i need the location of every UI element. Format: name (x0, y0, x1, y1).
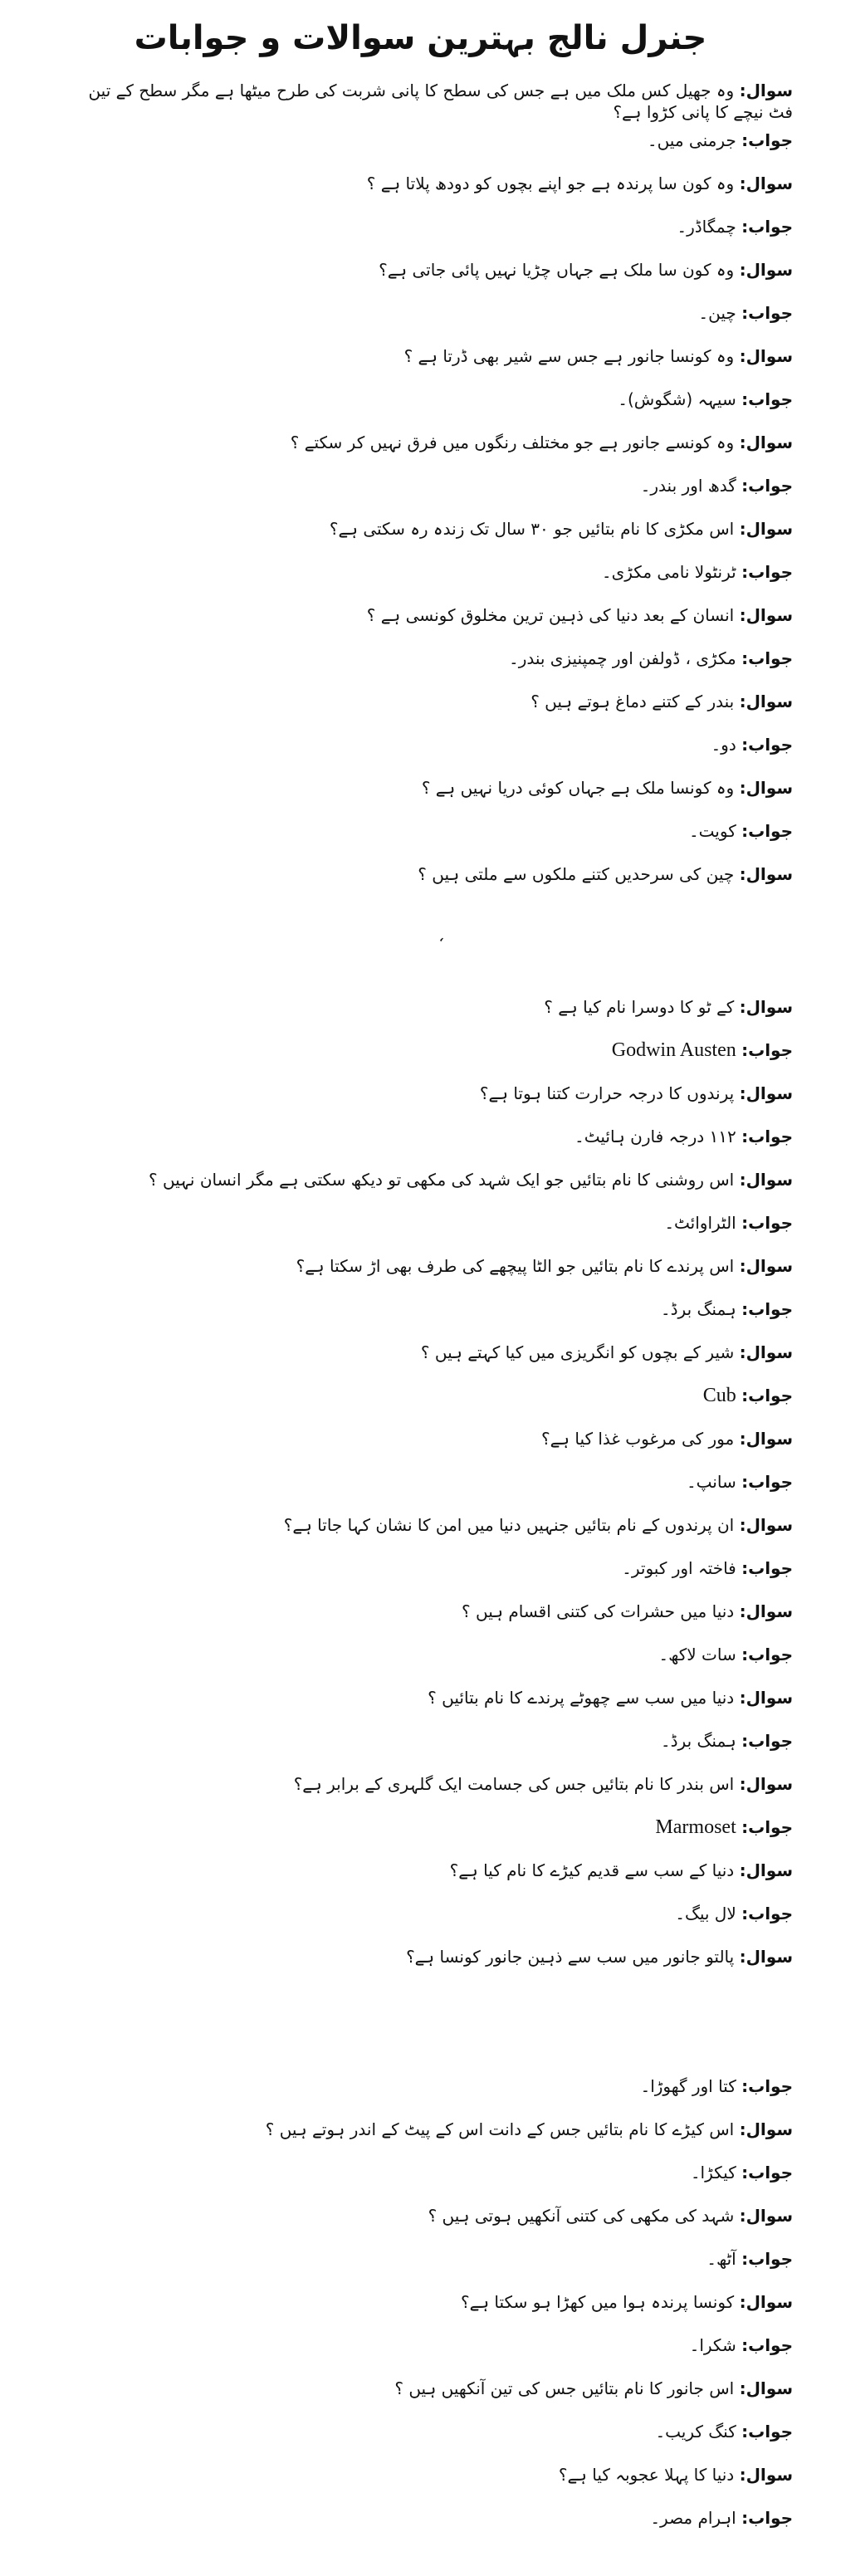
question-label: سوال: (739, 1342, 793, 1362)
question-text: دنیا میں حشرات کی کتنی اقسام ہیں ؟ (462, 1601, 735, 1621)
question-text: وہ کون سا پرندہ ہے جو اپنے بچوں کو دودھ پلاتا ہے ؟ (366, 174, 735, 193)
answer-text: شکرا۔ (689, 2335, 736, 2355)
question-line (62, 1428, 793, 1471)
answer-label: جواب: (741, 821, 793, 841)
question-line (62, 691, 793, 734)
question-text: وہ جھیل کس ملک میں ہے جس کی سطح کا پانی شربت کی طرح میٹھا ہے مگر سطح کے تین فٹ نیچے کا پانی کڑوا ہے؟ (88, 81, 793, 122)
answer-line (62, 1557, 793, 1601)
answer-line (62, 389, 793, 432)
answer-text: سیہہ (شگوش)۔ (618, 389, 736, 409)
answer-label: جواب: (741, 2508, 793, 2528)
question-line (62, 1860, 793, 1903)
answer-text: گدھ اور بندر۔ (640, 476, 736, 496)
question-text: شہد کی مکھی کی کتنی آنکھیں ہوتی ہیں ؟ (428, 2206, 735, 2226)
question-text: دنیا کے سب سے قدیم کیڑے کا نام کیا ہے؟ (449, 1860, 735, 1880)
answer-label: جواب: (741, 303, 793, 323)
question-label: سوال: (739, 1774, 793, 1794)
question-text: کے ٹو کا دوسرا نام کیا ہے ؟ (544, 997, 735, 1017)
question-line (62, 345, 793, 389)
question-label: سوال: (739, 1083, 793, 1103)
answer-line (62, 2075, 793, 2119)
question-line (62, 80, 793, 130)
answer-label: جواب: (741, 1386, 793, 1405)
question-label: سوال: (739, 1256, 793, 1276)
question-text: اس کیڑے کا نام بتائیں جس کے دانت اس کے پیٹ کے اندر ہوتے ہیں ؟ (265, 2119, 735, 2139)
question-label: سوال: (739, 519, 793, 539)
answer-label: جواب: (741, 1558, 793, 1578)
answer-line (62, 1298, 793, 1342)
answer-label: جواب: (741, 1472, 793, 1492)
question-text: پالتو جانور میں سب سے ذہین جانور کونسا ہے؟ (406, 1947, 735, 1967)
question-label: سوال: (739, 1601, 793, 1621)
answer-text: Godwin Austen (611, 1039, 736, 1061)
answer-line (62, 475, 793, 518)
question-text: پرندوں کا درجہ حرارت کتنا ہوتا ہے؟ (479, 1083, 735, 1103)
answer-text: ۱۱۲ درجہ فارن ہائیٹ۔ (575, 1127, 736, 1146)
answer-line (62, 2162, 793, 2205)
page-title: جنرل نالج بہترین سوالات و جوابات (134, 19, 707, 57)
answer-line (62, 561, 793, 604)
answer-line (62, 648, 793, 691)
answer-text: کتا اور گھوڑا۔ (640, 2076, 736, 2096)
question-line (62, 1514, 793, 1557)
answer-label: جواب: (741, 562, 793, 582)
qa-section-3 (62, 2075, 793, 2550)
question-text: وہ کون سا ملک ہے جہاں چڑیا نہیں پائی جاتی ہے؟ (379, 260, 735, 280)
question-label: سوال: (739, 174, 793, 193)
answer-label: جواب: (741, 2422, 793, 2442)
answer-line (62, 302, 793, 345)
question-label: سوال: (739, 260, 793, 280)
answer-text: فاختہ اور کبوتر۔ (622, 1558, 736, 1578)
question-text: شیر کے بچوں کو انگریزی میں کیا کہتے ہیں ؟ (420, 1342, 735, 1362)
question-label: سوال: (739, 81, 793, 100)
question-text: کونسا پرندہ ہوا میں کھڑا ہو سکتا ہے؟ (461, 2292, 735, 2312)
question-label: سوال: (739, 2378, 793, 2398)
answer-text: آٹھ۔ (707, 2249, 736, 2269)
question-label: سوال: (739, 1860, 793, 1880)
question-line (62, 1946, 793, 1989)
question-label: سوال: (739, 1688, 793, 1708)
answer-line (62, 2507, 793, 2550)
question-text: دنیا کا پہلا عجوبہ کیا ہے؟ (558, 2465, 735, 2485)
answer-text: چمگاڈر۔ (677, 217, 736, 237)
question-label: سوال: (739, 864, 793, 884)
question-text: اس جانور کا نام بتائیں جس کی تین آنکھیں ہیں ؟ (394, 2378, 735, 2398)
answer-line (62, 820, 793, 863)
answer-label: جواب: (741, 1299, 793, 1319)
question-text: اس بندر کا نام بتائیں جس کی جسامت ایک گلہری کے برابر ہے؟ (293, 1774, 735, 1794)
question-label: سوال: (739, 433, 793, 452)
question-text: وہ کونسا ملک ہے جہاں کوئی دریا نہیں ہے ؟ (421, 778, 735, 798)
answer-text: لال بیگ۔ (675, 1904, 736, 1923)
question-line (62, 518, 793, 561)
answer-label: جواب: (741, 2249, 793, 2269)
question-text: دنیا میں سب سے چھوٹے پرندے کا نام بتائیں ؟ (428, 1688, 735, 1708)
question-line (62, 1169, 793, 1212)
question-label: سوال: (739, 1170, 793, 1190)
answer-text: مکڑی ، ڈولفن اور چمپنیزی بندر۔ (508, 648, 736, 668)
answer-text: الٹراوائٹ۔ (664, 1213, 736, 1233)
question-line (62, 777, 793, 820)
question-line (62, 1342, 793, 1385)
answer-line (62, 2421, 793, 2464)
answer-text: چین۔ (698, 303, 736, 323)
answer-text: کنگ کریب۔ (655, 2422, 736, 2442)
answer-line (62, 2248, 793, 2291)
answer-label: جواب: (741, 389, 793, 409)
question-line (62, 2464, 793, 2507)
answer-label: جواب: (741, 1213, 793, 1233)
question-label: سوال: (739, 692, 793, 711)
answer-text: Cub (702, 1385, 736, 1406)
answer-text: ٹرنٹولا نامی مکڑی۔ (601, 562, 736, 582)
question-line (62, 2119, 793, 2162)
answer-label: جواب: (741, 1731, 793, 1751)
answer-text: سانپ۔ (686, 1472, 736, 1492)
question-label: سوال: (739, 605, 793, 625)
question-text: وہ کونسا جانور ہے جس سے شیر بھی ڈرتا ہے ؟ (403, 346, 735, 366)
question-line (62, 1083, 793, 1126)
answer-label: جواب: (741, 735, 793, 755)
answer-label: جواب: (741, 1040, 793, 1060)
answer-text: دو۔ (711, 735, 736, 755)
question-line (62, 863, 793, 907)
answer-line (62, 1903, 793, 1946)
answer-label: جواب: (741, 476, 793, 496)
qa-section-1 (62, 80, 793, 907)
stray-mark: ، (437, 927, 448, 946)
answer-line (62, 1730, 793, 1773)
answer-label: جواب: (741, 1127, 793, 1146)
qa-section-2 (62, 996, 793, 1989)
answer-label: جواب: (741, 1645, 793, 1664)
question-text: مور کی مرغوب غذا کیا ہے؟ (540, 1429, 735, 1449)
answer-line (62, 1212, 793, 1255)
answer-text: ہمنگ برڈ۔ (660, 1731, 736, 1751)
answer-label: جواب: (741, 2163, 793, 2183)
question-line (62, 173, 793, 216)
question-line (62, 1687, 793, 1730)
answer-label: جواب: (741, 648, 793, 668)
answer-line (62, 1126, 793, 1169)
question-text: ان پرندوں کے نام بتائیں جنہیں دنیا میں امن کا نشان کہا جاتا ہے؟ (283, 1515, 735, 1535)
answer-text: Marmoset (655, 1816, 736, 1838)
question-label: سوال: (739, 778, 793, 798)
answer-label: جواب: (741, 2076, 793, 2096)
question-line (62, 604, 793, 648)
answer-text: جرمنی میں۔ (647, 130, 736, 150)
question-text: اس پرندے کا نام بتائیں جو الٹا پیچھے کی طرف بھی اڑ سکتا ہے؟ (296, 1256, 735, 1276)
answer-label: جواب: (741, 2335, 793, 2355)
answer-line (62, 130, 793, 173)
question-line (62, 1773, 793, 1816)
question-label: سوال: (739, 997, 793, 1017)
answer-text: کیکڑا۔ (690, 2163, 736, 2183)
answer-text: اہرام مصر۔ (650, 2508, 736, 2528)
answer-line (62, 1385, 793, 1428)
answer-line (62, 734, 793, 777)
question-text: چین کی سرحدیں کتنے ملکوں سے ملتی ہیں ؟ (418, 864, 735, 884)
question-line (62, 2378, 793, 2421)
question-label: سوال: (739, 2206, 793, 2226)
question-label: سوال: (739, 1429, 793, 1449)
answer-label: جواب: (741, 217, 793, 237)
question-text: اس روشنی کا نام بتائیں جو ایک شہد کی مکھی تو دیکھ سکتی ہے مگر انسان نہیں ؟ (148, 1170, 735, 1190)
question-label: سوال: (739, 1947, 793, 1967)
question-line (62, 2291, 793, 2334)
question-line (62, 1601, 793, 1644)
answer-label: جواب: (741, 130, 793, 150)
question-label: سوال: (739, 1515, 793, 1535)
question-line (62, 996, 793, 1039)
question-line (62, 259, 793, 302)
answer-line (62, 216, 793, 259)
answer-text: کویت۔ (688, 821, 736, 841)
question-label: سوال: (739, 2465, 793, 2485)
question-text: انسان کے بعد دنیا کی ذہین ترین مخلوق کونسی ہے ؟ (366, 605, 735, 625)
answer-line (62, 1816, 793, 1860)
question-line (62, 432, 793, 475)
answer-line (62, 2334, 793, 2378)
answer-line (62, 1471, 793, 1514)
question-label: سوال: (739, 346, 793, 366)
answer-text: سات لاکھ۔ (658, 1645, 736, 1664)
answer-label: جواب: (741, 1817, 793, 1837)
answer-text: ہمنگ برڈ۔ (660, 1299, 736, 1319)
question-label: سوال: (739, 2119, 793, 2139)
answer-label: جواب: (741, 1904, 793, 1923)
question-label: سوال: (739, 2292, 793, 2312)
answer-line (62, 1644, 793, 1687)
question-text: اس مکڑی کا نام بتائیں جو ۳۰ سال تک زندہ رہ سکتی ہے؟ (329, 519, 735, 539)
question-line (62, 2205, 793, 2248)
question-text: وہ کونسے جانور ہے جو مختلف رنگوں میں فرق نہیں کر سکتے ؟ (290, 433, 735, 452)
answer-line (62, 1039, 793, 1083)
question-line (62, 1255, 793, 1298)
question-text: بندر کے کتنے دماغ ہوتے ہیں ؟ (531, 692, 735, 711)
